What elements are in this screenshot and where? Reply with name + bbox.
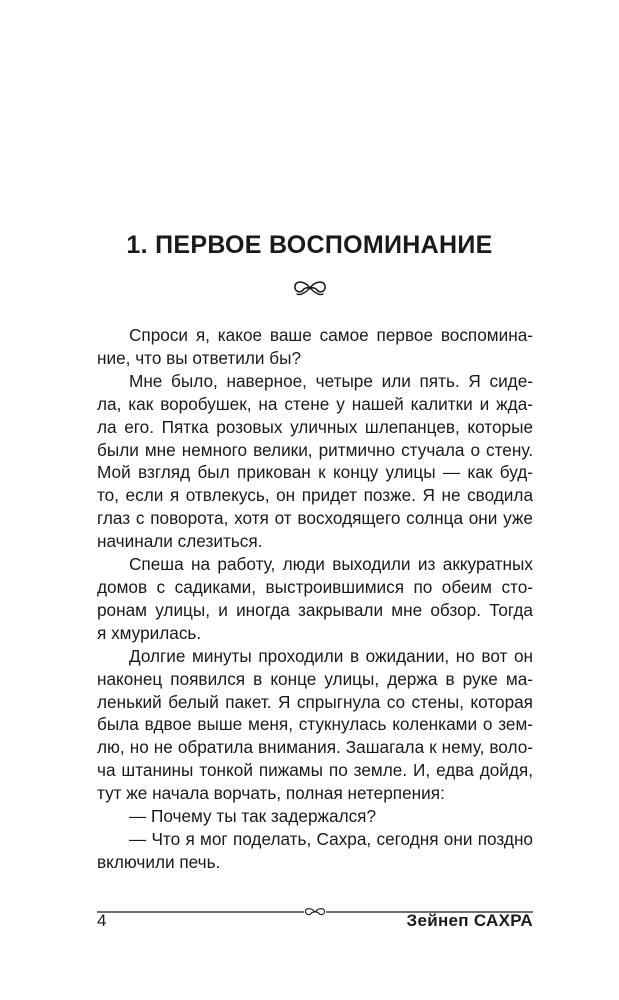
chapter-title: 1. ПЕРВОЕ ВОСПОМИНАНИЕ	[126, 231, 493, 259]
text-line: глаз с поворота, хотя от восходящего солнца они уже	[97, 508, 533, 529]
text-line: начинали слезиться.	[97, 531, 263, 552]
text-line: Мне было, наверное, четыре или пять. Я сиде-	[129, 370, 533, 391]
text-line: ча штанины тонкой пижамы по земле. И, едва дойдя,	[97, 760, 533, 781]
text-line: Мой взгляд был прикован к концу улицы — как буд-	[97, 462, 533, 483]
double-heart-ornament-icon	[292, 278, 328, 298]
text-line: Спеша на работу, люди выходили из аккуратных	[129, 554, 533, 575]
text-line: то, если я отвлекусь, он придет позже. Я не сводила	[97, 485, 533, 506]
text-line: наконец появился в конце улицы, держа в руке ма-	[97, 668, 533, 689]
text-line: ла его. Пятка розовых уличных шлепанцев, которые	[97, 416, 533, 437]
text-line: ронам улицы, и иногда закрывали мне обзор. Тогда	[97, 599, 533, 620]
text-line: ние, что вы ответили бы?	[97, 347, 302, 368]
page-number: 4	[97, 911, 107, 930]
text-line: домов с садиками, выстроившимися по обеим сто-	[97, 576, 533, 597]
text-line: была вдвое выше меня, стукнулась коленками о зем-	[97, 714, 533, 735]
text-line: ленький белый пакет. Я спрыгнула со стены, которая	[97, 691, 533, 712]
text-line: — Почему ты так задержался?	[129, 806, 377, 827]
text-line: включили печь.	[97, 851, 221, 872]
chapter-body	[97, 324, 533, 874]
text-line: ла, как воробушек, на стене у нашей калитки и жда-	[97, 393, 533, 414]
text-line: я хмурилась.	[97, 622, 202, 643]
text-line: тут же начала ворчать, полная нетерпения:	[97, 783, 445, 804]
text-line: лю, но не обратила внимания. Зашагала к нему, воло-	[97, 737, 533, 758]
text-line: Долгие минуты проходили в ожидании, но вот он	[129, 645, 533, 666]
running-author: Зейнеп САХРА	[406, 911, 533, 930]
text-line: — Что я мог поделать, Сахра, сегодня они поздно	[129, 828, 533, 849]
text-line: Спроси я, какое ваше самое первое воспомина-	[129, 325, 533, 345]
text-line: были мне немного велики, ритмично стучала о стену.	[97, 439, 533, 460]
